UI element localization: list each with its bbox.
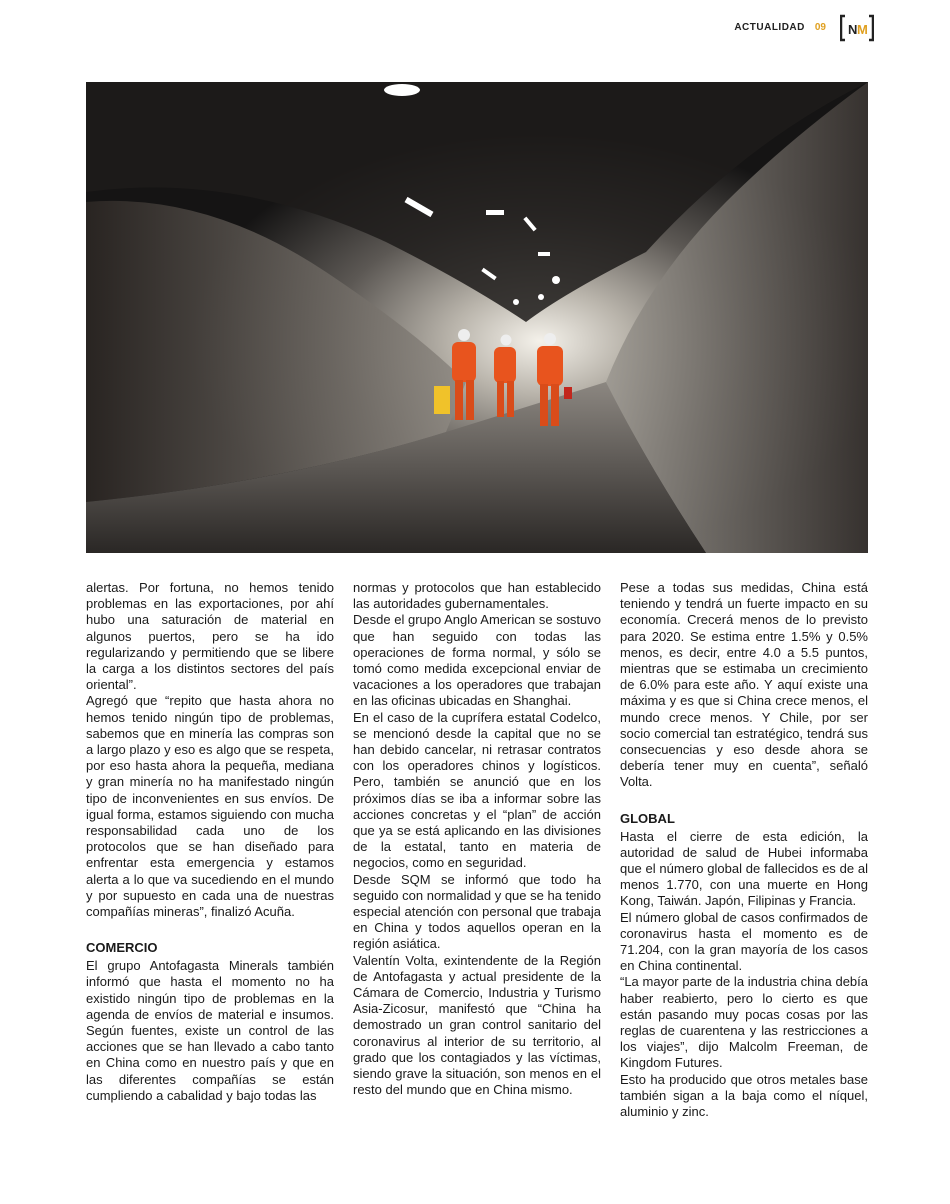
column-1 [86,580,334,1120]
page-header [734,22,826,33]
tunnel-illustration [86,82,868,553]
section-heading-global: GLOBAL [620,810,675,826]
mine-tunnel-photo [86,82,868,553]
paragraph: El número global de casos confirmados de coronavirus hasta el momento es de 71.204, con la gran mayoría de los casos en China continental. [620,909,868,974]
magazine-logo [840,14,874,42]
column-2 [353,580,601,1120]
section-heading-comercio: COMERCIO [86,940,158,956]
logo-text-n: N [848,22,858,37]
paragraph: Desde SQM se informó que todo ha seguido con normalidad y que se ha tenido especial atención con personal que trabaja en China y todos aquellos operan en la región asiática. [353,871,601,952]
paragraph: Valentín Volta, exintendente de la Región de Antofagasta y actual presidente de la Cámara de Comercio, Industria y Turismo Asia-Zicosur, manifestó que “China ha demostrado un gran control sanitario del coronavirus al interior de su territorio, al grado que los contagiados y las víctimas, siendo grave la situación, son menos en el resto del mundo que en China mismo. [353,952,601,1098]
paragraph: Agregó que “repito que hasta ahora no hemos tenido ningún tipo de problemas, sabemos que en minería las compras son a largo plazo y eso es algo que se respeta, por eso hasta ahora la pequeña, mediana y gran minería no ha manifestado ningún tipo de inconvenientes en sus envíos. De igual forma, estamos siguiendo con mucha responsabilidad cada uno de los protocolos que se han diseñado para enfrentar esta emergencia y estamos alerta a lo que va sucediendo en el mundo y por supuesto en cada una de nuestras compañías mineras”, finalizó Acuña. [86,693,334,920]
paragraph: alertas. Por fortuna, no hemos tenido problemas en las exportaciones, por ahí hubo una saturación de material en algunos puertos, pero se ha ido regularizando y permitiendo que se libere la carga a los distintos sectores del país oriental”. [86,580,334,693]
paragraph: “La mayor parte de la industria china debía haber reabierto, pero lo cierto es que están pasando muy pocas cosas por las reglas de cuarentena y las restricciones a los viajes”, dijo Malcolm Freeman, de Kingdom Futures. [620,974,868,1071]
section-label: ACTUALIDAD [734,22,805,33]
paragraph: Hasta el cierre de esta edición, la autoridad de salud de Hubei informaba que el número global de fallecidos es de al menos 1.770, con una muerte en Hong Kong, Taiwán. Japón, Filipinas y Francia. [620,828,868,909]
logo-text-m: M [857,22,868,37]
paragraph: normas y protocolos que han establecido las autoridades gubernamentales. [353,580,601,612]
paragraph: En el caso de la cuprífera estatal Codelco, se mencionó desde la capital que no se han debido cancelar, ni retrasar contratos con los operadores chinos y logísticos. Pero, también se anunció que en los próximos días se iba a informar sobre las acciones concretas y el “plan” de acción que ya se está aplicando en las divisiones de la estatal, tanto en materia de negocios, como en seguridad. [353,709,601,871]
paragraph: Pese a todas sus medidas, China está teniendo y tendrá un fuerte impacto en su economía. Crecerá menos de lo previsto para 2020. Se estima entre 1.5% y 0.5% menos, es decir, entre 4.0 a 5.5 puntos, mientras que se estimaba un crecimiento de 6.0% para este año. Y aquí existe una máxima y es que si China crece menos, el mundo crece menos. Y Chile, por ser socio comercial tan estratégico, tendrá sus consecuencias y eso desde ahora se debería tener muy en cuenta”, señaló Volta. [620,580,868,790]
paragraph: Esto ha producido que otros metales base también sigan a la baja como el níquel, aluminio y zinc. [620,1071,868,1120]
column-3 [620,580,868,1120]
paragraph: Desde el grupo Anglo American se sostuvo que han seguido con todas las operaciones de forma normal, y sólo se tomó como medida excepcional enviar de vacaciones a los operadores que trabajan en las oficinas ubicadas en Shanghai. [353,612,601,709]
page-number: 09 [814,22,826,33]
paragraph: El grupo Antofagasta Minerals también informó que hasta el momento no ha existido ningún tipo de problemas en la agenda de envíos de material e insumos. Según fuentes, existe un control de las acciones que se han llevado a cabo tanto en China como en nuestro país y que en las diferentes compañías se están cumpliendo a cabalidad y bajo todas las [86,958,334,1103]
article-body [86,580,868,1120]
